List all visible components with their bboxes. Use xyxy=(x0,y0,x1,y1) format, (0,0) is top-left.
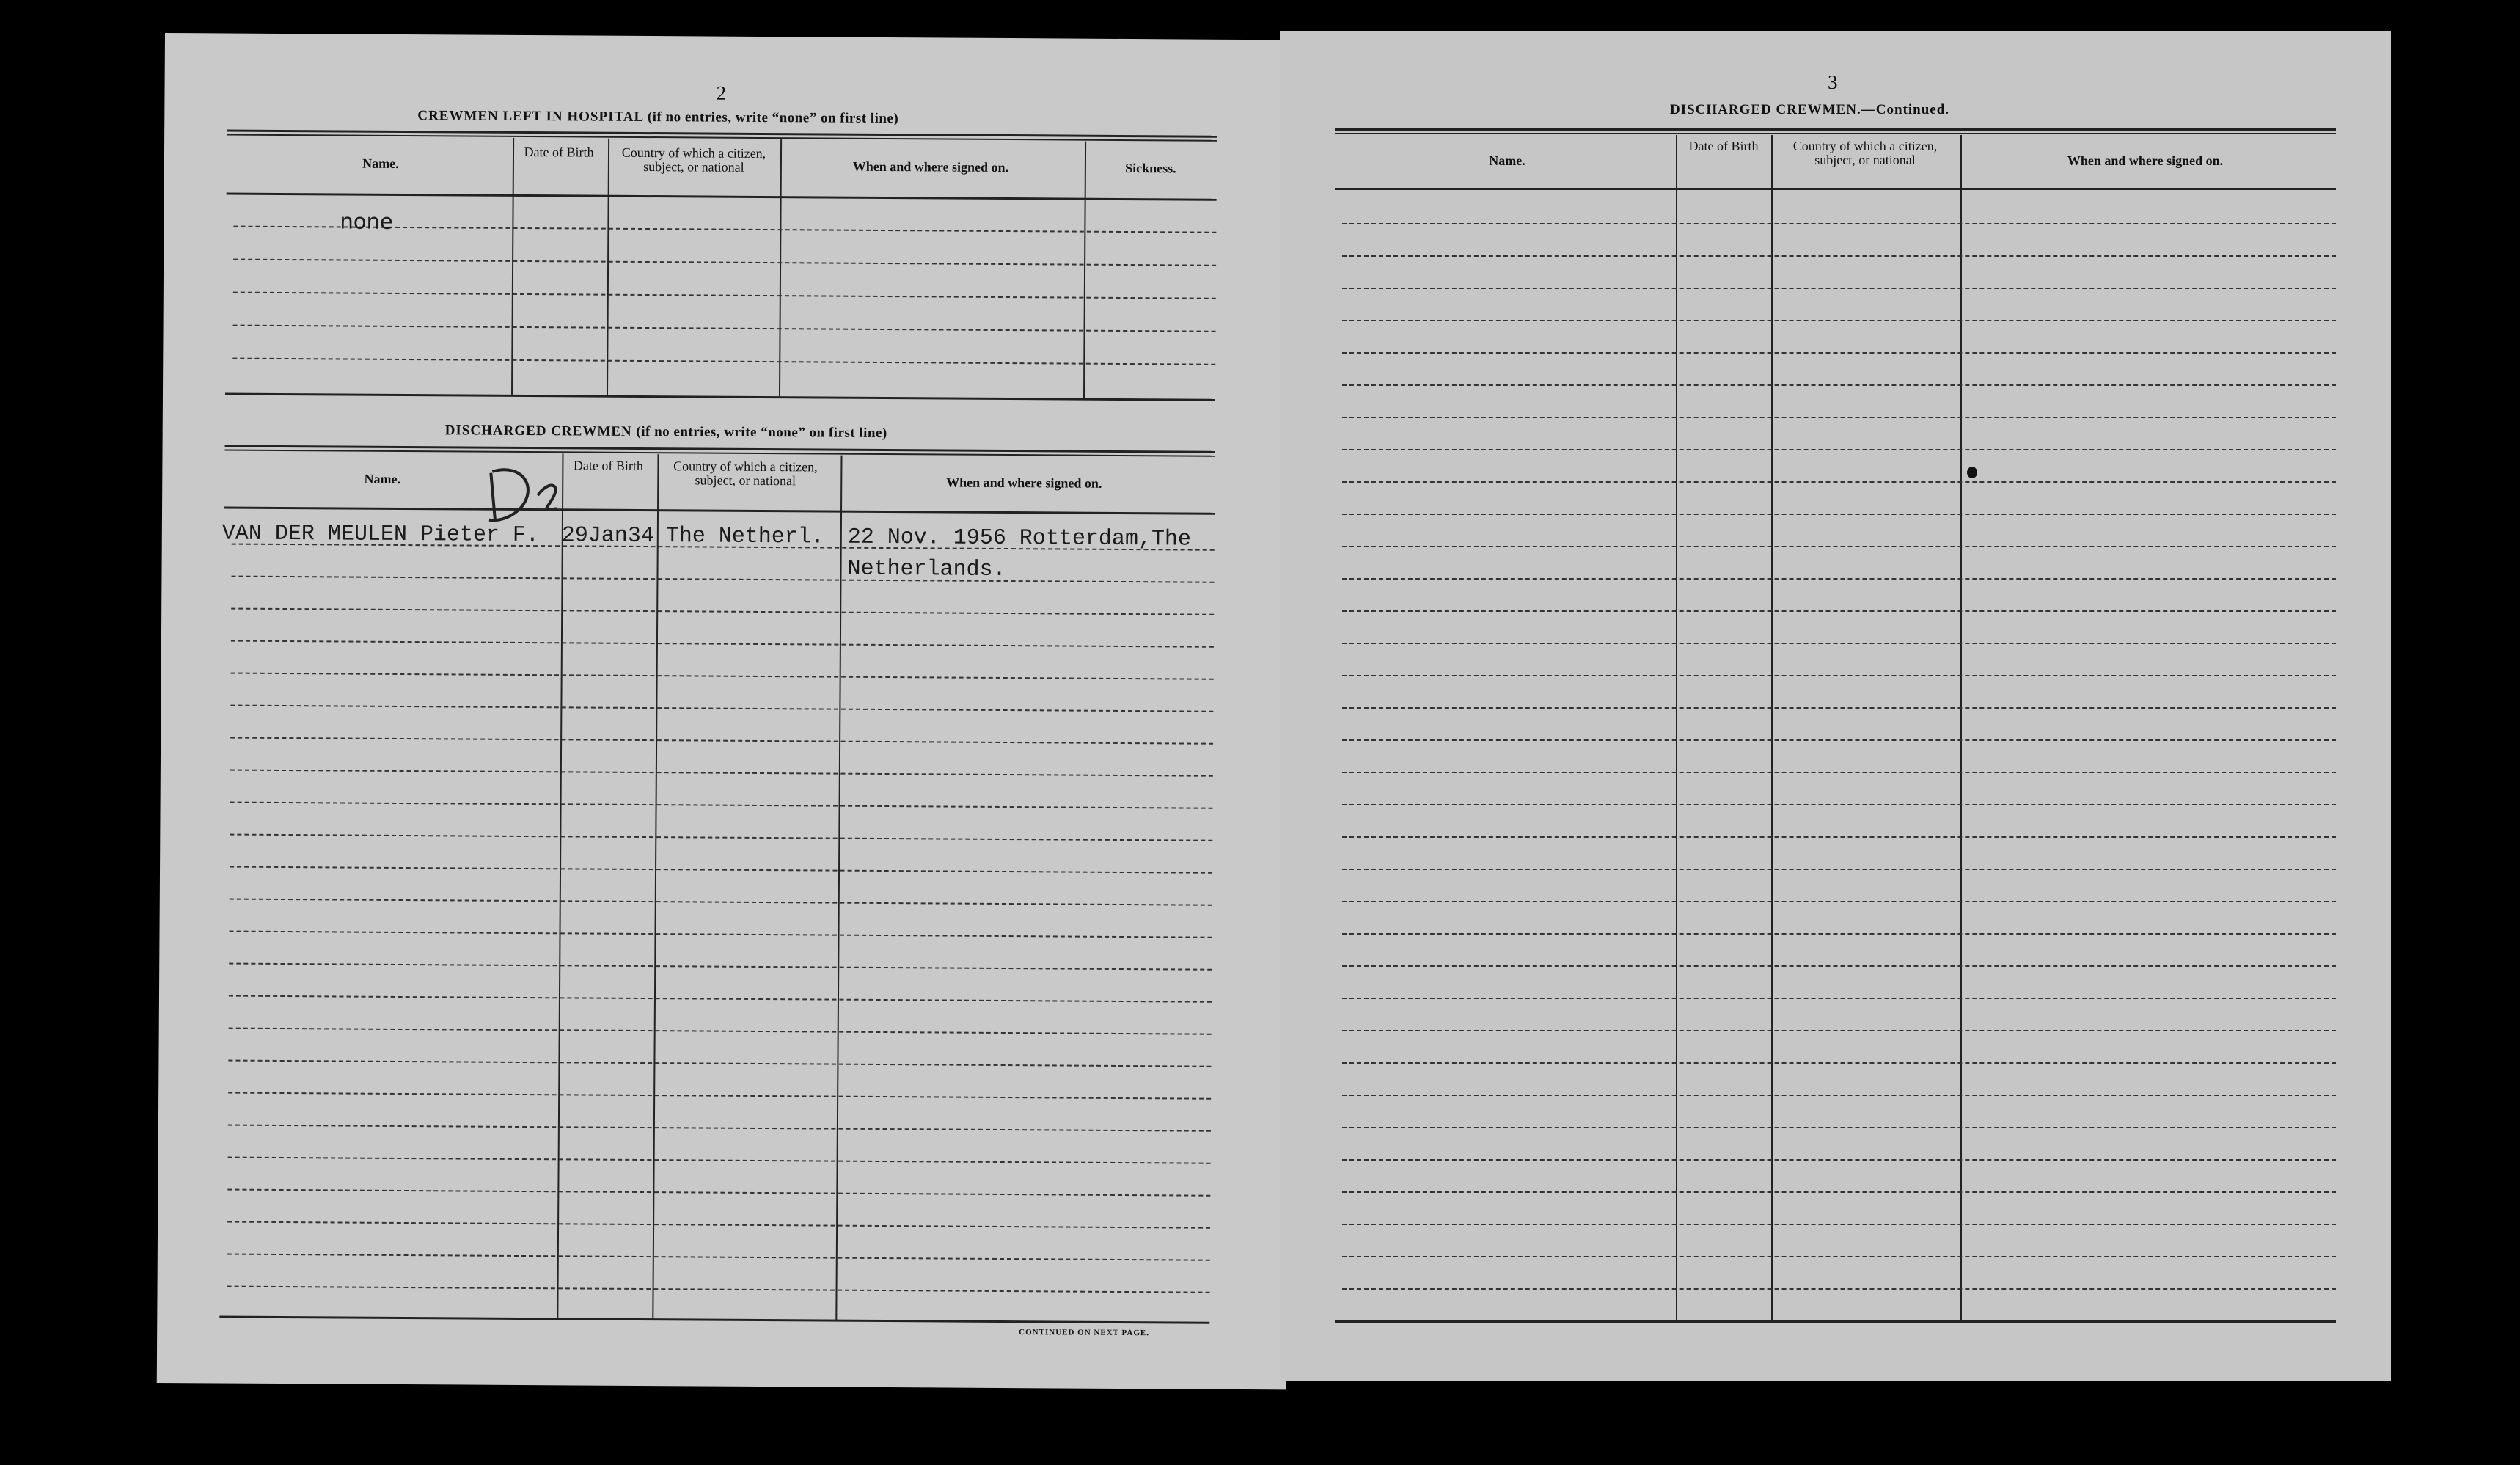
ruled-line xyxy=(1342,933,2336,935)
right-page xyxy=(1280,31,2391,1381)
ruled-line xyxy=(231,608,1214,615)
right-header-rule xyxy=(1335,188,2336,190)
ruled-line xyxy=(1342,1127,2336,1128)
page-number-right: 3 xyxy=(1828,71,1838,93)
ruled-line xyxy=(228,1092,1211,1100)
ruled-line xyxy=(230,899,1212,906)
ruled-line xyxy=(1342,1030,2336,1031)
ruled-line xyxy=(1342,804,2336,805)
hospital-col-name: Name. xyxy=(362,156,399,171)
ruled-line xyxy=(1342,288,2336,289)
ruled-line xyxy=(227,1286,1210,1293)
discharged-section-title xyxy=(445,423,887,442)
discharged-col-dob: Date of Birth xyxy=(573,458,643,473)
hospital-col-signed: When and where signed on. xyxy=(852,158,1009,175)
ruled-line xyxy=(1342,1224,2336,1225)
right-vline-1 xyxy=(1676,135,1677,1323)
right-vline-3 xyxy=(1960,135,1962,1323)
crewman-dob: 29Jan34 xyxy=(561,523,654,549)
hospital-vline-1 xyxy=(511,138,514,395)
ruled-line xyxy=(1342,1095,2336,1096)
crewman-name: VAN DER MEULEN Pieter F. xyxy=(221,521,540,549)
ruled-line xyxy=(1342,772,2336,773)
hospital-title-note: (if no entries, write “none” on first line) xyxy=(647,109,899,127)
ruled-line xyxy=(1342,481,2336,483)
ruled-line xyxy=(232,358,1215,365)
ruled-line xyxy=(1342,965,2336,967)
right-col-signed: When and where signed on. xyxy=(2067,153,2224,168)
ruled-line xyxy=(1342,352,2336,354)
discharged-title-text: DISCHARGED CREWMEN xyxy=(444,423,632,439)
hospital-col-country: Country of which a citizen, subject, or national xyxy=(621,145,766,175)
ruled-line xyxy=(1342,417,2336,418)
ruled-line xyxy=(228,1060,1211,1067)
ruled-line xyxy=(230,931,1212,938)
ruled-line xyxy=(227,1221,1210,1229)
ruled-line xyxy=(228,1125,1211,1132)
right-section-title: DISCHARGED CREWMEN.—Continued. xyxy=(1670,102,1950,117)
discharged-vline-2 xyxy=(652,454,659,1320)
crewman-signed-on-2: Netherlands. xyxy=(847,556,1006,583)
hospital-vline-4 xyxy=(1083,142,1086,398)
ruled-line xyxy=(1342,1288,2336,1290)
ruled-line xyxy=(1342,514,2336,515)
hospital-header-rule xyxy=(227,193,1217,201)
right-bottom-rule xyxy=(1335,1320,2336,1323)
ruled-line xyxy=(1342,1062,2336,1064)
ruled-line xyxy=(233,292,1216,299)
right-top-rule xyxy=(1335,128,2336,131)
discharged-title-note: (if no entries, write “none” on first line) xyxy=(636,423,887,442)
ruled-line xyxy=(229,963,1212,971)
ruled-line xyxy=(1342,869,2336,870)
ruled-line xyxy=(230,705,1213,712)
ruled-line xyxy=(233,325,1216,332)
right-vline-2 xyxy=(1771,135,1773,1323)
right-col-dob: Date of Birth xyxy=(1688,139,1759,153)
ruled-line xyxy=(1342,707,2336,709)
discharged-col-country: Country of which a citizen, subject, or national xyxy=(673,459,818,489)
hospital-col-sickness: Sickness. xyxy=(1125,161,1176,176)
right-col-name: Name. xyxy=(1489,153,1525,168)
ruled-line xyxy=(1342,836,2336,838)
hospital-ruled-lines xyxy=(165,33,1294,40)
ruled-line xyxy=(230,866,1212,874)
ruled-line xyxy=(1342,320,2336,321)
page-number-left: 2 xyxy=(716,81,727,104)
ruled-line xyxy=(1342,384,2336,386)
hospital-title-text: CREWMEN LEFT IN HOSPITAL xyxy=(417,108,644,125)
ruled-line xyxy=(230,802,1213,809)
ruled-line xyxy=(231,576,1214,583)
ruled-line xyxy=(1342,739,2336,741)
ruled-line xyxy=(231,673,1214,680)
ruled-line xyxy=(227,1254,1210,1261)
ruled-line xyxy=(229,995,1212,1003)
ruled-line xyxy=(230,770,1213,777)
discharged-header-rule xyxy=(224,507,1215,515)
crewman-signed-on-1: 22 Nov. 1956 Rotterdam,The xyxy=(847,525,1191,552)
discharged-vline-1 xyxy=(557,453,563,1319)
discharged-col-signed: When and where signed on. xyxy=(946,475,1102,491)
ruled-line xyxy=(1342,255,2336,257)
hospital-section-title xyxy=(417,108,898,127)
discharged-vline-3 xyxy=(835,456,842,1321)
ruled-line xyxy=(1342,675,2336,676)
hospital-vline-2 xyxy=(607,139,609,395)
ruled-line xyxy=(1342,901,2336,902)
crewman-country: The Netherl. xyxy=(665,524,824,550)
ruled-line xyxy=(231,640,1214,648)
right-col-country: Country of which a citizen, subject, or national xyxy=(1792,139,1938,167)
ruled-line xyxy=(1342,610,2336,612)
ruled-line xyxy=(230,737,1213,745)
ruled-line xyxy=(1342,643,2336,644)
ruled-line xyxy=(1342,449,2336,450)
right-top-rule-2 xyxy=(1335,133,2336,134)
discharged-col-name: Name. xyxy=(364,471,401,486)
ruled-line xyxy=(1342,546,2336,547)
ruled-line xyxy=(229,1028,1212,1035)
ruled-line xyxy=(230,834,1212,841)
ruled-line xyxy=(1342,578,2336,580)
ruled-line xyxy=(1342,1159,2336,1161)
hospital-entry-none: none xyxy=(340,208,393,234)
ruled-line xyxy=(233,259,1216,266)
ink-dot xyxy=(1967,467,1977,478)
hospital-col-dob: Date of Birth xyxy=(524,144,594,160)
discharged-bottom-rule xyxy=(219,1315,1209,1323)
continued-note: CONTINUED ON NEXT PAGE. xyxy=(1019,1328,1150,1338)
left-page xyxy=(157,33,1294,1389)
ruled-line xyxy=(1342,1191,2336,1193)
discharged-ruled-lines xyxy=(165,33,1294,40)
ruled-line xyxy=(227,1189,1210,1197)
ruled-line xyxy=(1342,998,2336,999)
hospital-vline-3 xyxy=(779,139,782,396)
ruled-line xyxy=(1342,1256,2336,1257)
ruled-line xyxy=(228,1157,1211,1164)
hospital-bottom-rule xyxy=(225,393,1215,401)
ruled-line xyxy=(1342,223,2336,224)
